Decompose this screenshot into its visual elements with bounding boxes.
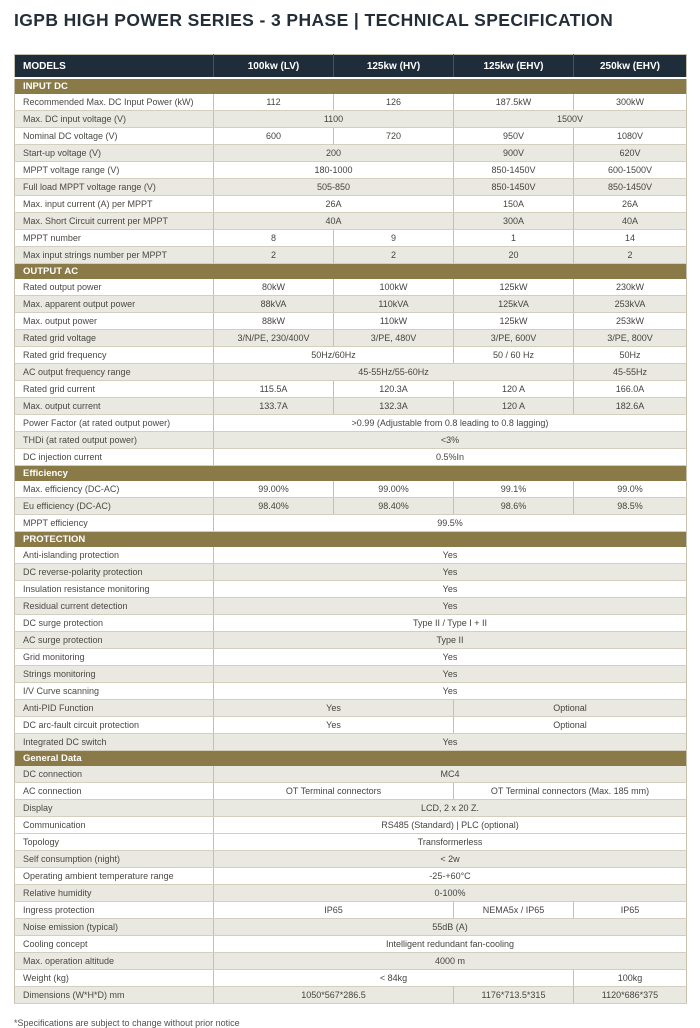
spec-value: 620V <box>574 145 687 162</box>
spec-label: MPPT efficiency <box>15 515 214 532</box>
section-protection <box>15 532 687 751</box>
spec-row-relative-humidity <box>15 885 687 902</box>
spec-value: 300A <box>454 213 574 230</box>
spec-value: 26A <box>574 196 687 213</box>
spec-label: Operating ambient temperature range <box>15 868 214 885</box>
spec-row-ac-surge-protection <box>15 632 687 649</box>
spec-value: 88kVA <box>214 296 334 313</box>
spec-row-cooling-concept <box>15 936 687 953</box>
spec-label: Dimensions (W*H*D) mm <box>15 987 214 1004</box>
spec-value: 125kW <box>454 313 574 330</box>
section-header-efficiency: Efficiency <box>15 466 687 482</box>
spec-label: Weight (kg) <box>15 970 214 987</box>
spec-value: 120.3A <box>334 381 454 398</box>
spec-row-insulation-resistance-monitoring <box>15 581 687 598</box>
spec-value: 166.0A <box>574 381 687 398</box>
spec-value: 1120*686*375 <box>574 987 687 1004</box>
spec-value: 8 <box>214 230 334 247</box>
spec-value: 1500V <box>454 111 687 128</box>
spec-value: Yes <box>214 581 687 598</box>
spec-value: Yes <box>214 683 687 700</box>
spec-value: 115.5A <box>214 381 334 398</box>
spec-row-display <box>15 800 687 817</box>
spec-value: 133.7A <box>214 398 334 415</box>
spec-value: Yes <box>214 717 454 734</box>
spec-value: 1 <box>454 230 574 247</box>
spec-label: Recommended Max. DC Input Power (kW) <box>15 94 214 111</box>
spec-value: 253kVA <box>574 296 687 313</box>
spec-label: AC output frequency range <box>15 364 214 381</box>
spec-value: 230kW <box>574 279 687 296</box>
spec-row-max-short-circuit-current-per-mppt <box>15 213 687 230</box>
spec-label: Max. operation altitude <box>15 953 214 970</box>
spec-label: Insulation resistance monitoring <box>15 581 214 598</box>
spec-value: 3/N/PE, 230/400V <box>214 330 334 347</box>
spec-label: Self consumption (night) <box>15 851 214 868</box>
spec-value: -25-+60°C <box>214 868 687 885</box>
section-general-data <box>15 751 687 1004</box>
spec-value: Optional <box>454 700 687 717</box>
spec-value: 98.6% <box>454 498 574 515</box>
spec-value: 99.0% <box>574 481 687 498</box>
section-header-input-dc: INPUT DC <box>15 78 687 94</box>
spec-row-eu-efficiency-dc-ac <box>15 498 687 515</box>
spec-value: Yes <box>214 564 687 581</box>
spec-value: 600-1500V <box>574 162 687 179</box>
spec-value: 187.5kW <box>454 94 574 111</box>
model-column-header-125kw-ehv: 125kw (EHV) <box>454 55 574 79</box>
spec-label: Power Factor (at rated output power) <box>15 415 214 432</box>
spec-value: >0.99 (Adjustable from 0.8 leading to 0.8 lagging) <box>214 415 687 432</box>
spec-label: DC reverse-polarity protection <box>15 564 214 581</box>
section-header-protection: PROTECTION <box>15 532 687 548</box>
spec-row-rated-grid-voltage <box>15 330 687 347</box>
spec-value: 850-1450V <box>454 162 574 179</box>
spec-value: 40A <box>574 213 687 230</box>
spec-label: Cooling concept <box>15 936 214 953</box>
spec-label: Integrated DC switch <box>15 734 214 751</box>
spec-label: Max. Short Circuit current per MPPT <box>15 213 214 230</box>
spec-value: 125kVA <box>454 296 574 313</box>
spec-value: IP65 <box>214 902 454 919</box>
spec-row-strings-monitoring <box>15 666 687 683</box>
spec-value: 99.00% <box>334 481 454 498</box>
spec-row-rated-grid-current <box>15 381 687 398</box>
spec-label: AC connection <box>15 783 214 800</box>
spec-label: Rated grid current <box>15 381 214 398</box>
spec-value: 180-1000 <box>214 162 454 179</box>
spec-value: Intelligent redundant fan-cooling <box>214 936 687 953</box>
spec-value: 50Hz/60Hz <box>214 347 454 364</box>
spec-value: 126 <box>334 94 454 111</box>
spec-label: Anti-PID Function <box>15 700 214 717</box>
spec-row-self-consumption-night <box>15 851 687 868</box>
spec-value: LCD, 2 x 20 Z. <box>214 800 687 817</box>
spec-value: 55dB (A) <box>214 919 687 936</box>
spec-value: 505-850 <box>214 179 454 196</box>
spec-value: 253kW <box>574 313 687 330</box>
spec-value: 1176*713.5*315 <box>454 987 574 1004</box>
spec-value: 120 A <box>454 398 574 415</box>
models-label: MODELS <box>15 55 214 79</box>
spec-label: Start-up voltage (V) <box>15 145 214 162</box>
spec-value: 150A <box>454 196 574 213</box>
spec-value: 110kW <box>334 313 454 330</box>
spec-value: 3/PE, 800V <box>574 330 687 347</box>
spec-row-thdi-at-rated-output-power <box>15 432 687 449</box>
spec-value: Type II / Type I + II <box>214 615 687 632</box>
section-header-general-data: General Data <box>15 751 687 767</box>
spec-value: Type II <box>214 632 687 649</box>
spec-label: Max. output power <box>15 313 214 330</box>
spec-value: 0-100% <box>214 885 687 902</box>
spec-value: 45-55Hz/55-60Hz <box>214 364 574 381</box>
spec-value: 850-1450V <box>574 179 687 196</box>
spec-label: Ingress protection <box>15 902 214 919</box>
spec-value: IP65 <box>574 902 687 919</box>
spec-value: MC4 <box>214 766 687 783</box>
spec-value: Yes <box>214 547 687 564</box>
spec-value: 120 A <box>454 381 574 398</box>
spec-row-residual-current-detection <box>15 598 687 615</box>
spec-value: Yes <box>214 734 687 751</box>
spec-value: OT Terminal connectors <box>214 783 454 800</box>
spec-label: MPPT number <box>15 230 214 247</box>
spec-value: Optional <box>454 717 687 734</box>
model-column-header-250kw-ehv: 250kw (EHV) <box>574 55 687 79</box>
spec-value: 4000 m <box>214 953 687 970</box>
spec-row-dc-reverse-polarity-protection <box>15 564 687 581</box>
spec-value: 9 <box>334 230 454 247</box>
spec-value: 98.5% <box>574 498 687 515</box>
spec-value: 99.1% <box>454 481 574 498</box>
spec-value: 2 <box>574 247 687 264</box>
spec-label: DC injection current <box>15 449 214 466</box>
spec-row-max-output-current <box>15 398 687 415</box>
spec-label: Rated output power <box>15 279 214 296</box>
spec-label: Eu efficiency (DC-AC) <box>15 498 214 515</box>
spec-row-noise-emission-typical <box>15 919 687 936</box>
spec-row-anti-pid-function <box>15 700 687 717</box>
spec-value: < 2w <box>214 851 687 868</box>
spec-label: Max. DC input voltage (V) <box>15 111 214 128</box>
spec-value: RS485 (Standard) | PLC (optional) <box>214 817 687 834</box>
spec-value: 98.40% <box>334 498 454 515</box>
spec-row-max-apparent-output-power <box>15 296 687 313</box>
spec-label: AC surge protection <box>15 632 214 649</box>
spec-value: 1100 <box>214 111 454 128</box>
spec-label: Max. output current <box>15 398 214 415</box>
spec-label: I/V Curve scanning <box>15 683 214 700</box>
spec-value: 100kW <box>334 279 454 296</box>
spec-value: 80kW <box>214 279 334 296</box>
spec-label: DC arc-fault circuit protection <box>15 717 214 734</box>
spec-value: 200 <box>214 145 454 162</box>
spec-value: OT Terminal connectors (Max. 185 mm) <box>454 783 687 800</box>
spec-value: <3% <box>214 432 687 449</box>
spec-row-nominal-dc-voltage-v <box>15 128 687 145</box>
spec-value: 1080V <box>574 128 687 145</box>
spec-value: Yes <box>214 666 687 683</box>
spec-label: DC surge protection <box>15 615 214 632</box>
page-title: IGPB HIGH POWER SERIES - 3 PHASE | TECHNICAL SPECIFICATION <box>14 10 614 30</box>
section-input-dc <box>15 78 687 264</box>
spec-value: 14 <box>574 230 687 247</box>
spec-value: 720 <box>334 128 454 145</box>
spec-row-max-input-current-a-per-mppt <box>15 196 687 213</box>
spec-label: Max. apparent output power <box>15 296 214 313</box>
spec-label: Rated grid voltage <box>15 330 214 347</box>
spec-row-max-efficiency-dc-ac <box>15 481 687 498</box>
models-header-row <box>15 55 687 79</box>
spec-row-weight-kg <box>15 970 687 987</box>
section-efficiency <box>15 466 687 532</box>
spec-label: Max. input current (A) per MPPT <box>15 196 214 213</box>
spec-value: 132.3A <box>334 398 454 415</box>
section-header-output-ac: OUTPUT AC <box>15 264 687 280</box>
spec-label: THDi (at rated output power) <box>15 432 214 449</box>
spec-value: Transformerless <box>214 834 687 851</box>
model-column-header-125kw-hv: 125kw (HV) <box>334 55 454 79</box>
spec-value: Yes <box>214 700 454 717</box>
spec-value: 50Hz <box>574 347 687 364</box>
spec-row-max-dc-input-voltage-v <box>15 111 687 128</box>
spec-value: 45-55Hz <box>574 364 687 381</box>
spec-value: 3/PE, 600V <box>454 330 574 347</box>
spec-value: 125kW <box>454 279 574 296</box>
spec-label: Full load MPPT voltage range (V) <box>15 179 214 196</box>
spec-value: 300kW <box>574 94 687 111</box>
spec-row-mppt-number <box>15 230 687 247</box>
spec-label: Max. efficiency (DC-AC) <box>15 481 214 498</box>
spec-label: Communication <box>15 817 214 834</box>
spec-label: Grid monitoring <box>15 649 214 666</box>
spec-value: 900V <box>454 145 574 162</box>
model-column-header-100kw-lv: 100kw (LV) <box>214 55 334 79</box>
spec-row-power-factor-at-rated-output-power <box>15 415 687 432</box>
footnote: *Specifications are subject to change without prior notice <box>14 1018 240 1028</box>
spec-label: DC connection <box>15 766 214 783</box>
spec-row-operating-ambient-temperature-range <box>15 868 687 885</box>
spec-row-mppt-efficiency <box>15 515 687 532</box>
spec-value: 26A <box>214 196 454 213</box>
spec-row-recommended-max-dc-input-power-kw <box>15 94 687 111</box>
section-output-ac <box>15 264 687 466</box>
spec-value: 2 <box>334 247 454 264</box>
spec-value: 100kg <box>574 970 687 987</box>
spec-row-dc-arc-fault-circuit-protection <box>15 717 687 734</box>
spec-table <box>14 54 687 1004</box>
spec-label: Anti-islanding protection <box>15 547 214 564</box>
spec-value: 2 <box>214 247 334 264</box>
spec-value: < 84kg <box>214 970 574 987</box>
spec-value: 850-1450V <box>454 179 574 196</box>
spec-row-ac-output-frequency-range <box>15 364 687 381</box>
spec-row-rated-grid-frequency <box>15 347 687 364</box>
spec-value: 20 <box>454 247 574 264</box>
spec-row-start-up-voltage-v <box>15 145 687 162</box>
spec-row-topology <box>15 834 687 851</box>
spec-row-full-load-mppt-voltage-range-v <box>15 179 687 196</box>
spec-value: 182.6A <box>574 398 687 415</box>
spec-row-rated-output-power <box>15 279 687 296</box>
spec-value: 88kW <box>214 313 334 330</box>
spec-label: Relative humidity <box>15 885 214 902</box>
spec-row-dimensions-w-h-d-mm <box>15 987 687 1004</box>
spec-value: 99.5% <box>214 515 687 532</box>
spec-row-grid-monitoring <box>15 649 687 666</box>
spec-row-anti-islanding-protection <box>15 547 687 564</box>
spec-row-i-v-curve-scanning <box>15 683 687 700</box>
spec-label: Nominal DC voltage (V) <box>15 128 214 145</box>
spec-label: Noise emission (typical) <box>15 919 214 936</box>
spec-value: 110kVA <box>334 296 454 313</box>
spec-label: Display <box>15 800 214 817</box>
spec-row-dc-injection-current <box>15 449 687 466</box>
spec-value: 600 <box>214 128 334 145</box>
spec-value: 3/PE, 480V <box>334 330 454 347</box>
spec-row-dc-connection <box>15 766 687 783</box>
spec-label: Residual current detection <box>15 598 214 615</box>
spec-label: Max input strings number per MPPT <box>15 247 214 264</box>
spec-value: 1050*567*286.5 <box>214 987 454 1004</box>
spec-row-dc-surge-protection <box>15 615 687 632</box>
spec-row-ingress-protection <box>15 902 687 919</box>
spec-label: Topology <box>15 834 214 851</box>
spec-row-max-input-strings-number-per-mppt <box>15 247 687 264</box>
spec-row-ac-connection <box>15 783 687 800</box>
spec-value: 0.5%In <box>214 449 687 466</box>
spec-value: 50 / 60 Hz <box>454 347 574 364</box>
spec-value: NEMA5x / IP65 <box>454 902 574 919</box>
spec-row-max-operation-altitude <box>15 953 687 970</box>
spec-row-max-output-power <box>15 313 687 330</box>
spec-row-mppt-voltage-range-v <box>15 162 687 179</box>
spec-value: 40A <box>214 213 454 230</box>
spec-value: Yes <box>214 649 687 666</box>
spec-label: Strings monitoring <box>15 666 214 683</box>
spec-label: Rated grid frequency <box>15 347 214 364</box>
spec-value: 112 <box>214 94 334 111</box>
spec-value: 98.40% <box>214 498 334 515</box>
spec-value: 950V <box>454 128 574 145</box>
spec-value: Yes <box>214 598 687 615</box>
spec-row-communication <box>15 817 687 834</box>
spec-row-integrated-dc-switch <box>15 734 687 751</box>
spec-value: 99.00% <box>214 481 334 498</box>
spec-label: MPPT voltage range (V) <box>15 162 214 179</box>
